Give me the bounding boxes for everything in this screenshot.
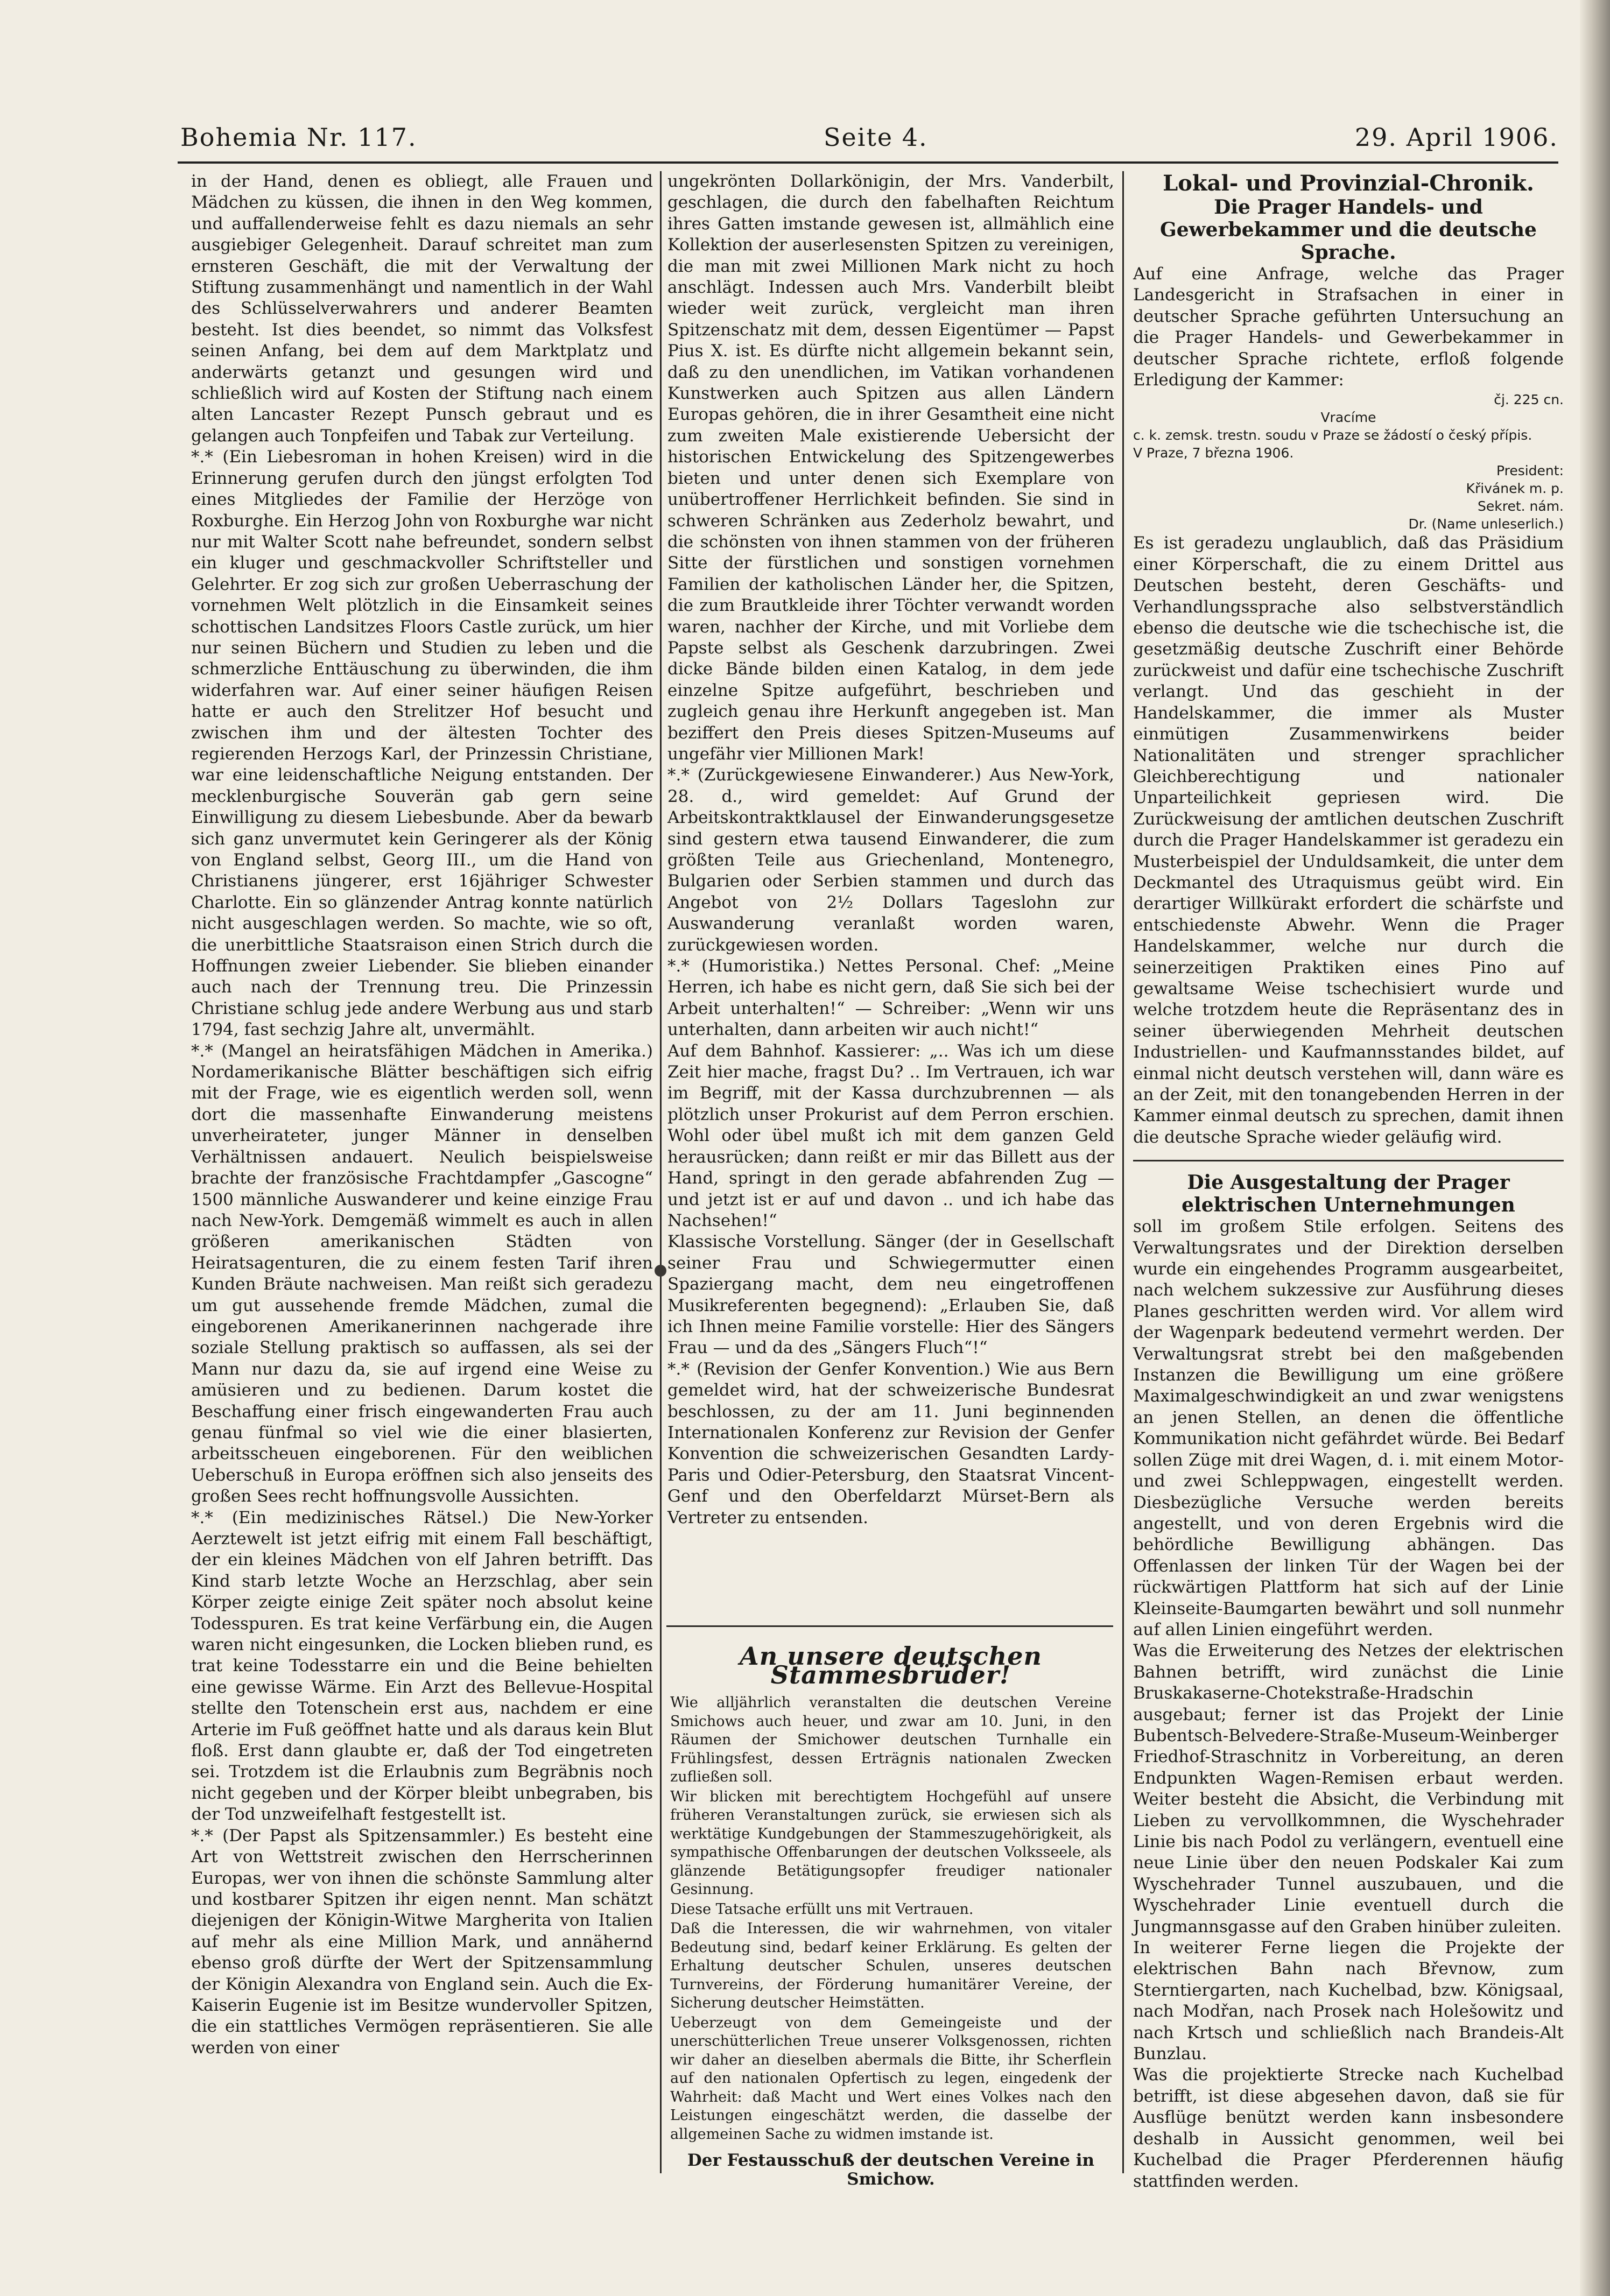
masthead-issue: Bohemia Nr. 117. xyxy=(180,123,417,152)
article-paragraph: *.* (Humoristika.) Nettes Personal. Chef: „Meine Herren, ich habe es nicht gern, daß Sie sich bei der Arbeit unterhalten!“ — Schreiber: „Wenn wir uns unterhalten, dann arbeiten wir auch nicht!“ xyxy=(667,956,1114,1040)
column-divider xyxy=(660,171,662,2173)
czech-court-note: c. k. zemsk. trestn. soudu v Praze se žádostí o český přípis. xyxy=(1133,427,1532,443)
article-paragraph: Auf eine Anfrage, welche das Prager Landesgericht in Strafsachen in einer in deutscher Sprache geführten Untersuchung an die Prager Handels- und Gewerbekammer in deutscher Sprache richtete, erfloß folgende Erledigung der Kammer: xyxy=(1133,264,1564,390)
article-paragraph: *.* (Ein medizinisches Rätsel.) Die New-Yorker Aerztewelt ist jetzt eifrig mit einem Fall beschäftigt, der ein kleines Mädchen von elf Jahren betrifft. Das Kind starb letzte Woche an Herzschlag, aber sein Körper zeigte einige Zeit später noch absolut keine Todesspuren. Es trat keine Verfärbung ein, die Augen waren nicht eingesunken, die Locken blieben rund, es trat keine Todesstarre ein und die Beine behielten eine gewisse Wärme. Ein Arzt des Bellevue-Hospital stellte den Totenschein erst aus, nachdem er eine Arterie im Fuß geöffnet hatte und als daraus kein Blut floß. Erst dann glaubte er, daß der Tod eingetreten sei. Trotzdem ist die Erlaubnis zum Begräbnis noch nicht gegeben und der Körper bleibt unbegraben, bis der Tod unzweifelhaft festgestellt ist. xyxy=(191,1508,653,1825)
czech-date: V Praze, 7 března 1906. xyxy=(1133,445,1294,461)
article-paragraph: Was die projektierte Strecke nach Kuchelbad betrifft, ist diese abgesehen davon, daß sie für Ausflüge benützt werden kann insbesondere deshalb in Aussicht genommen, weil bei Kuchelbad die Prager Pferderennen häufig stattfinden werden. xyxy=(1133,2065,1564,2191)
column-2 xyxy=(667,171,1114,1581)
czech-secretary-label: Sekret. nám. xyxy=(1478,498,1564,515)
column-divider xyxy=(1122,171,1124,2173)
article-paragraph: *.* (Ein Liebesroman in hohen Kreisen) wird in die Erinnerung gerufen durch den jüngst erfolgten Tod eines Mitgliedes der Familie der Herzöge von Roxburghe. Ein Herzog John von Roxburghe war nicht nur mit Walter Scott nahe befreundet, sondern selbst ein kluger und geschmackvoller Schriftsteller und Gelehrter. Er zog sich zur großen Ueberraschung der vornehmen Welt plötzlich in die Einsamkeit seines schottischen Landsitzes Floors Castle zurück, um hier nur seinen Büchern und Studien zu leben und die schmerzliche Enttäuschung zu überwinden, die ihm widerfahren war. Auf einer seiner häufigen Reisen hatte er auch den Strelitzer Hof besucht und zwischen ihm und der ältesten Tochter des regierenden Herzogs Karl, der Prinzessin Christiane, war eine leidenschaftliche Neigung entstanden. Der mecklenburgische Souverän gab gern seine Einwilligung zu diesem Liebesbunde. Aber da bewarb sich ganz unvermutet kein Geringerer als der König von England selbst, Georg III., um die Hand von Christianens jüngerer, erst 16jähriger Schwester Charlotte. Ein so glänzender Antrag konnte natürlich nicht ausgeschlagen werden. So machte, wie so oft, die unerbittliche Staatsraison einen Strich durch die Hoffnungen zweier Liebender. Sie blieben einander auch nach der Trennung treu. Die Prinzessin Christiane schlug jede andere Werbung aus und starb 1794, fast sechzig Jahre alt, unvermählt. xyxy=(191,447,653,1040)
article-paragraph: *.* (Revision der Genfer Konvention.) Wie aus Bern gemeldet wird, hat der schweizerische Bundesrat beschlossen, zu der am 11. Juni beginnenden Internationalen Konferenz zur Revision der Genfer Konvention die schweizerischen Gesandten Lardy-Paris und Odier-Petersburg, den Staatsrat Vincent-Genf und den Oberfeldarzt Mürset-Bern als Vertreter zu entsenden. xyxy=(667,1359,1114,1527)
header-rule xyxy=(178,161,1558,164)
article-paragraph: Was die Erweiterung des Netzes der elektrischen Bahnen betrifft, wird zunächst die Linie Bruskakaserne-Chotekstraße-Hradschin ausgebaut; ferner ist das Projekt der Linie Bubentsch-Belvedere-Straße-Museum-Weinberger Friedhof-Straschnitz in Vorbereitung, an deren Endpunkten Wagen-Remisen erbaut werden. Weiter besteht die Absicht, die Verbindung mit Lieben zu vervollkommnen, die Wyschehrader Linie bis nach Podol zu verlängern, eventuell eine neue Linie über den neuen Podskaler Kai zum Wyschehrader Tunnel auszubauen, und die Wyschehrader Linie eventuell durch die Jungmannsgasse auf den Graben hinüber zuleiten. xyxy=(1133,1641,1564,1936)
announcement-box xyxy=(670,1642,1112,2189)
article-title: Die Ausgestaltung der Prager elektrischen Unternehmungen xyxy=(1182,1171,1515,1217)
article-paragraph: ungekrönten Dollarkönigin, der Mrs. Vanderbilt, geschlagen, die durch den fabelhaften Reichtum ihres Gatten imstande gewesen ist, allmählich eine Kollektion der auserlesensten Spitzen zu vereinigen, die man mit zwei Millionen Mark nicht zu hoch anschlägt. Indessen auch Mrs. Vanderbilt bleibt wieder weit zurück, vergleicht man ihren Spitzenschatz mit dem, dessen Eigentümer — Papst Pius X. ist. Es dürfte nicht allgemein bekannt sein, daß zu den unendlichen, im Vatikan vorhandenen Kunstwerken auch Spitzen aus allen Ländern Europas gehören, die in ihrer Gesamtheit eine nicht zum zweiten Male existierende Uebersicht der historischen Entwickelung des Spitzengewerbes bieten und unter denen sich Exemplare von unübertroffener Herrlichkeit befinden. Sie sind in schweren Schränken aus Zederholz bewahrt, und die schönsten von ihnen stammen von der früheren Sitte der fürstlichen und sonstigen vornehmen Familien der katholischen Länder her, die Spitzen, die zum Brautkleide ihrer Töchter verwandt worden waren, nachher der Kirche, und mit Vorliebe dem Papste selbst als Geschenk darzubringen. Zwei dicke Bände bilden einen Katalog, in dem jede einzelne Spitze aufgeführt, beschrieben und zugleich genau ihre Herkunft angegeben ist. Man beziffert den Preis dieses Spitzen-Museums auf ungefähr vier Millionen Mark! xyxy=(667,172,1114,764)
issue-date: 29. April 1906. xyxy=(1354,123,1558,152)
czech-vracime: Vracíme xyxy=(1320,410,1376,426)
page-number: Seite 4. xyxy=(824,123,928,152)
article-paragraph: in der Hand, denen es obliegt, alle Frauen und Mädchen zu küssen, die ihnen in den Weg kommen, und auffallenderweise fehlt es dazu niemals an sehr ausgiebiger Gelegenheit. Darauf schreitet man zum ernsteren Geschäft, die mit der Verwaltung der Stiftung zusammenhängt und namentlich in der Wahl des Schlüsselverwahrers und anderer Beamten besteht. Ist dies beendet, so nimmt das Volksfest seinen Anfang, bei dem auf dem Marktplatz und anderwärts getanzt und gesungen wird und schließlich wird auf Kosten der Stiftung nach einem alten Lancaster Rezept Punsch gebraut und es gelangen auch Tonpfeifen und Tabak zur Verteilung. xyxy=(191,172,653,446)
article-paragraph: Klassische Vorstellung. Sänger (der in Gesellschaft seiner Frau und Schwiegermutter einen Spaziergang macht, dem neu eingetroffenen Musikreferenten begegnend): „Erlauben Sie, daß ich Ihnen meine Familie vorstelle: Hier des Sängers Frau — und da des „Sängers Fluch“!“ xyxy=(667,1232,1114,1358)
page-edge-shadow xyxy=(1580,0,1610,2296)
announcement-paragraph: Wie alljährlich veranstalten die deutschen Vereine Smichows auch heuer, und zwar am 10. Juni, in den Räumen der Smichower deutschen Turnhalle ein Frühlingsfest, dessen Erträgnis nationalen Zwecken zufließen soll. xyxy=(670,1694,1112,1785)
czech-president-label: President: xyxy=(1496,463,1564,479)
article-paragraph: Auf dem Bahnhof. Kassierer: „.. Was ich um diese Zeit hier mache, fragst Du? .. Im Vertrauen, ich war im Begriff, mit der Kassa durchzubrennen — als plötzlich unser Prokurist auf dem Perron erschien. Wohl oder übel mußt ich mit dem ganzen Geld herausrücken; dann reißt er mir das Billett aus der Hand, springt in den gerade abfahrenden Zug — und jetzt ist er auf und davon .. und ich habe das Nachsehen!“ xyxy=(667,1041,1114,1230)
article-paragraph: In weiterer Ferne liegen die Projekte der elektrischen Bahn nach Břevnow, zum Sterntiergarten, nach Kuchelbad, bzw. Königsaal, nach Modřan, nach Prosek nach Holešowitz und nach Krtsch und schließlich nach Brandeis-Alt Bunzlau. xyxy=(1133,1938,1564,2064)
announcement-paragraph: Diese Tatsache erfüllt uns mit Vertrauen. xyxy=(670,1900,974,1918)
page-header xyxy=(180,123,1558,160)
column-3 xyxy=(1133,171,1564,2191)
announcement-signature: Der Festausschuß der deutschen Vereine in Smichow. xyxy=(687,2151,1095,2189)
scan-blemish xyxy=(655,1265,666,1277)
article-paragraph: *.* (Der Papst als Spitzensammler.) Es besteht eine Art von Wettstreit zwischen den Herrscherinnen Europas, wer von ihnen die schönste Sammlung alter und kostbarer Spitzen ihr eigen nennt. Man schätzt diejenigen der Königin-Witwe Margherita von Italien auf mehr als eine Million Mark, und annähernd ebenso groß dürfte der Wert der Spitzensammlung der Königin Alexandra von England sein. Auch die Ex-Kaiserin Eugenie ist im Besitze wundervoller Spitzen, die ein stattliches Vermögen repräsentieren. Sie alle werden von einer xyxy=(191,1826,653,2058)
article-title: Die Prager Handels- und Gewerbekammer und die deutsche Sprache. xyxy=(1160,196,1537,264)
article-paragraph: *.* (Mangel an heiratsfähigen Mädchen in Amerika.) Nordamerikanische Blätter beschäftigen sich eifrig mit der Frage, wie es eigentlich werden soll, wenn dort die massenhafte Einwanderung meistens unverheirateter, junger Männer in denselben Verhältnissen andauert. Neulich beispielsweise brachte der französische Frachtdampfer „Gascogne“ 1500 männliche Auswanderer und keine einzige Frau nach New-York. Demgemäß wimmelt es auch in allen größeren amerikanischen Städten von Heiratsagenturen, die zu einem festen Tarif ihren Kunden Bräute nachweisen. Man reißt sich geradezu um gut aussehende fremde Mädchen, zumal die eingeborenen Amerikanerinnen nachgerade ihre soziale Stellung praktisch so auffassen, als sei der Mann nur dazu da, sie auf irgend eine Weise zu amüsieren und zu bedienen. Darum kostet die Beschaffung einer frisch eingewanderten Frau auch genau fünfmal so viel wie die einer blasierten, arbeitsscheuen eingeborenen. Für den weiblichen Ueberschuß in Europa eröffnen sich also jenseits des großen Sees recht hoffnungsvolle Aussichten. xyxy=(191,1041,653,1506)
article-paragraph: Es ist geradezu unglaublich, daß das Präsidium einer Körperschaft, die zu einem Drittel aus Deutschen besteht, deren Geschäfts- und Verhandlungssprache also selbstverständlich ebenso die deutsche wie die tschechische ist, die gesetzmäßig deutsche Zuschrift einer Behörde zurückweist und dafür eine tschechische Zuschrift verlangt. Und das geschieht in der Handelskammer, die immer als Muster einmütigen Zusammenwirkens beider Nationalitäten und strenger sprachlicher Gleichberechtigung und nationaler Unparteilichkeit gepriesen wird. Die Zurückweisung der amtlichen deutschen Zuschrift durch die Prager Handelskammer ist geradezu ein Musterbeispiel der Unduldsamkeit, die unter dem Deckmantel des Utraquismus geübt wird. Ein derartiger Willkürakt erfordert die schärfste und entschiedenste Abwehr. Wenn die Prager Handelskammer, welche nur durch die seinerzeitigen Praktiken eines Pino auf gewaltsame Weise tschechisiert wurde und welche trotzdem heute die Repräsentanz des in seiner überwiegenden Mehrheit deutschen Industriellen- und Kaufmannsstandes bildet, auf einmal nicht deutsch verstehen will, dann wäre es an der Zeit, mit den tonangebenden Herren in der Kammer einmal deutsch zu sprechen, damit ihnen die deutsche Sprache wieder geläufig wird. xyxy=(1133,533,1564,1147)
article-paragraph: *.* (Zurückgewiesene Einwanderer.) Aus New-York, 28. d., wird gemeldet: Auf Grund der Arbeitskontraktklausel der Einwanderungsgesetze sind gestern etwa tausend Einwanderer, die zum größten Teile aus Griechenland, Montenegro, Bulgarien oder Serbien stammen und durch das Angebot von 2½ Dollars Tageslohn zur Auswanderung veranlaßt worden waren, zurückgewiesen worden. xyxy=(667,765,1114,955)
czech-president-name: Křivánek m. p. xyxy=(1466,481,1564,497)
announcement-top-rule xyxy=(666,1625,1113,1627)
column-1 xyxy=(191,171,653,2163)
section-title: Lokal- und Provinzial-Chronik. xyxy=(1163,171,1534,196)
czech-secretary-name: Dr. (Name unleserlich.) xyxy=(1408,516,1564,532)
article-spacer xyxy=(1133,1148,1564,1160)
announcement-title: An unsere deutschen Stammesbrüder! xyxy=(740,1642,1042,1689)
announcement-paragraph: Ueberzeugt von dem Gemeingeiste und der unerschütterlichen Treue unserer Volksgenossen, richten wir daher an dieselben abermals die Bitte, ihr Scherflein auf den nationalen Opfertisch zu legen, eingedenk der Wahrheit: daß Macht und Wert eines Volkes nach den Leistungen eingeschätzt werden, die dasselbe der allgemeinen Sache zu widmen imstande ist. xyxy=(670,2014,1112,2143)
article-divider xyxy=(1133,1160,1564,1161)
article-paragraph: soll im großem Stile erfolgen. Seitens des Verwaltungsrates und der Direktion derselben wurde ein eingehendes Programm ausgearbeitet, nach welchem sukzessive zur Ausführung dieses Planes geschritten werden wird. Vor allem wird der Wagenpark bedeutend vermehrt werden. Der Verwaltungsrat strebt bei den maßgebenden Instanzen die Bewilligung um eine größere Maximalgeschwindigkeit an und zwar wenigstens an jenen Stellen, an denen die öffentliche Kommunikation nicht gefährdet würde. Bei Bedarf sollen Züge mit drei Wagen, d. i. mit einem Motor- und zwei Schleppwagen, eingestellt werden. Diesbezügliche Versuche werden bereits angestellt, und von deren Ergebnis wird die behördliche Bewilligung abhängen. Das Offenlassen der linken Tür der Wagen bei der rückwärtigen Plattform hat sich auf der Linie Kleinseite-Baumgarten bewährt und soll nunmehr auf allen Linien eingeführt werden. xyxy=(1133,1217,1564,1639)
announcement-paragraph: Daß die Interessen, die wir wahrnehmen, von vitaler Bedeutung sind, bedarf keiner Erklärung. Es gelten der Erhaltung deutscher Schulen, unseres deutschen Turnvereins, der Förderung humanitärer Vereine, der Sicherung deutscher Heimstätten. xyxy=(670,1920,1112,2011)
czech-reference: čj. 225 cn. xyxy=(1494,392,1564,408)
announcement-paragraph: Wir blicken mit berechtigtem Hochgefühl auf unsere früheren Veranstaltungen zurück, sie erwiesen sich als werktätige Kundgebungen der Stammeszugehörigkeit, als sympathische Offenbarungen der deutschen Volksseele, als glänzende Betätigungsopfer freudiger nationaler Gesinnung. xyxy=(670,1788,1112,1898)
